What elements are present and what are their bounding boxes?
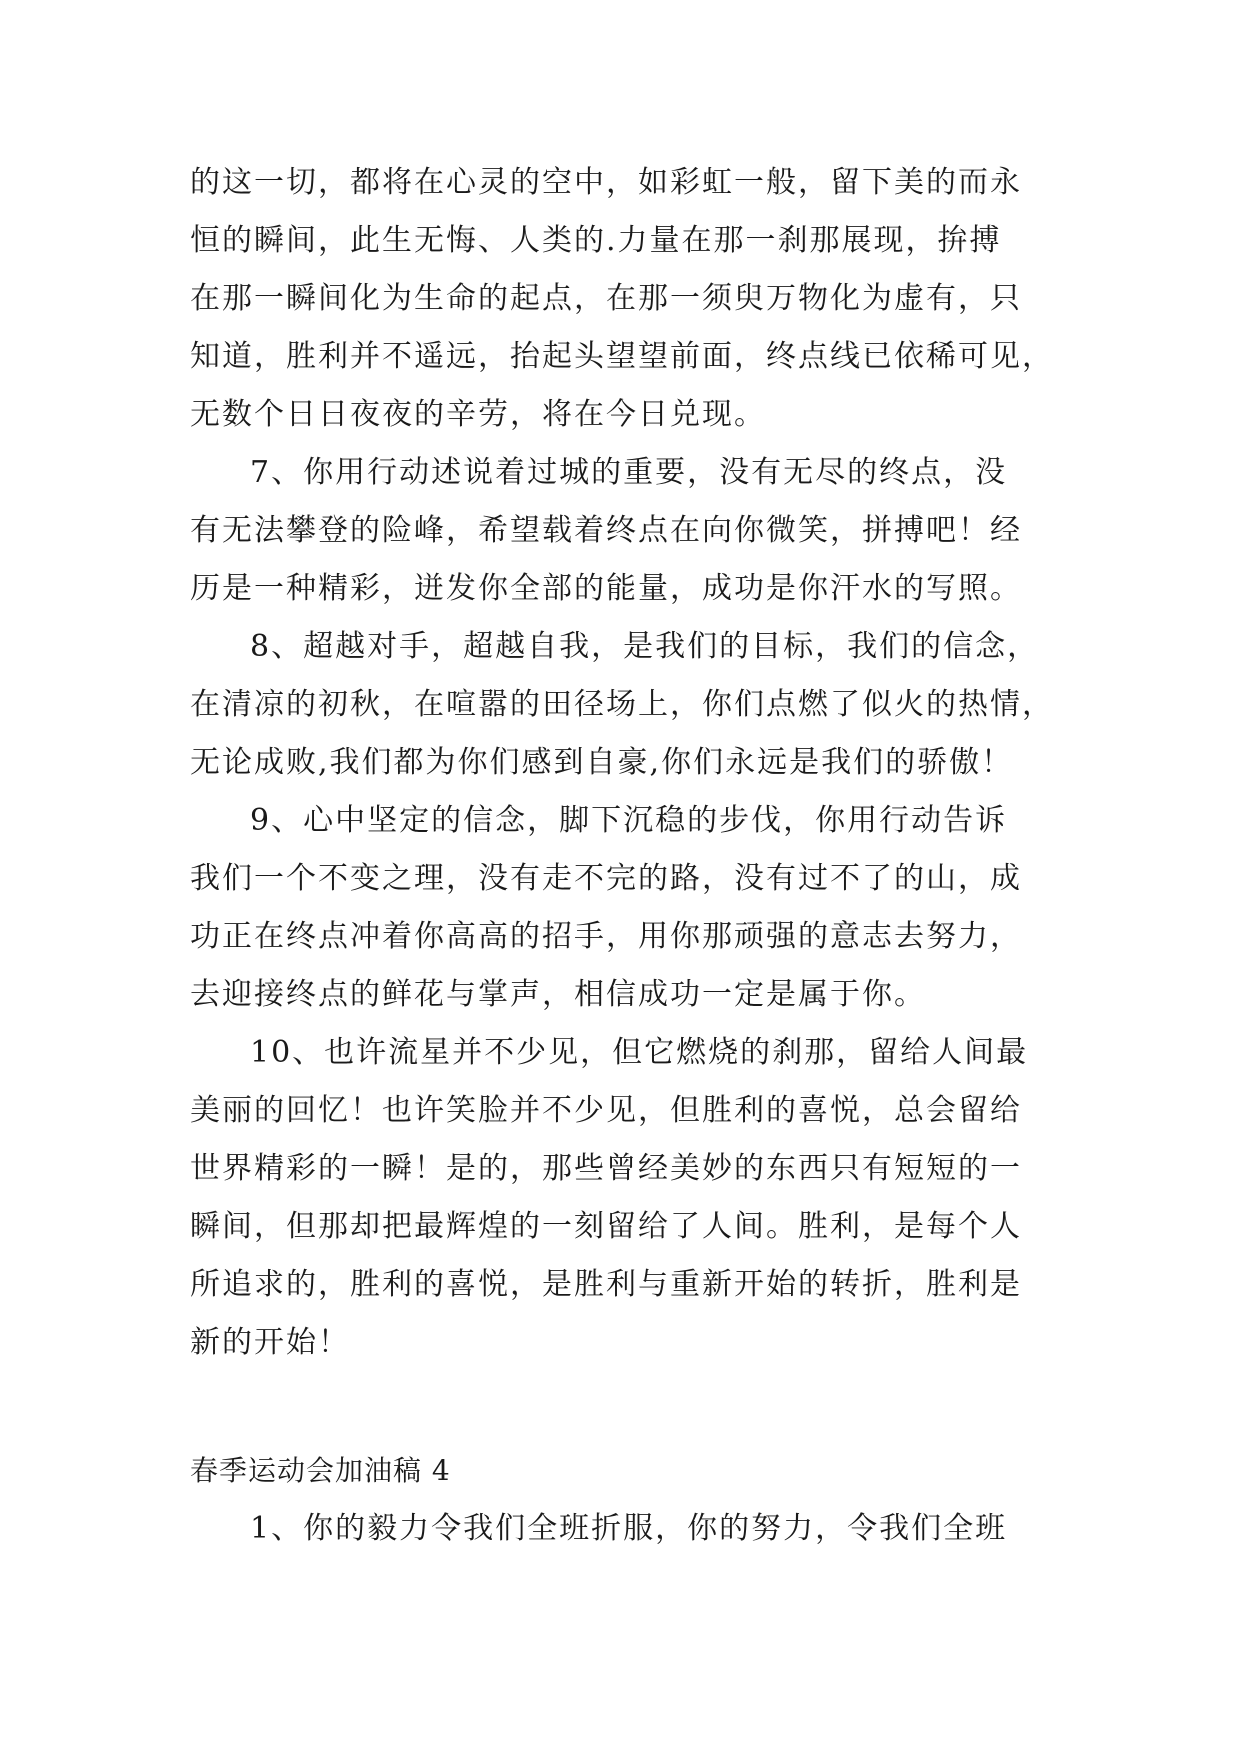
text-line: 知道，胜利并不遥远，抬起头望望前面，终点线已依稀可见，	[190, 339, 1054, 374]
section-spacer	[190, 1372, 1070, 1442]
text-line: 的这一切，都将在心灵的空中，如彩虹一般，留下美的而永	[190, 165, 1022, 200]
text-line: 8、超越对手，超越自我，是我们的目标，我们的信念，	[250, 629, 1040, 664]
text-line: 功正在终点冲着你高高的招手，用你那顽强的意志去努力，	[190, 919, 1022, 954]
text-line: 9、心中坚定的信念，脚下沉稳的步伐，你用行动告诉	[250, 803, 1008, 838]
text-line: 恒的瞬间，此生无悔、人类的.力量在那一刹那展现，拚搏	[190, 223, 1002, 258]
paragraph	[190, 1024, 1070, 1372]
text-line: 无数个日日夜夜的辛劳，将在今日兑现。	[190, 397, 766, 432]
text-line: 7、你用行动述说着过城的重要，没有无尽的终点，没	[250, 455, 1008, 490]
text-line: 我们一个不变之理，没有走不完的路，没有过不了的山，成	[190, 861, 1022, 896]
paragraph	[190, 618, 1070, 792]
text-line: 有无法攀登的险峰，希望载着终点在向你微笑，拼搏吧！经	[190, 513, 1022, 548]
document-body	[190, 154, 1070, 1558]
text-line: 在那一瞬间化为生命的起点，在那一须臾万物化为虚有，只	[190, 281, 1022, 316]
text-line: 1、你的毅力令我们全班折服，你的努力，令我们全班	[250, 1511, 1008, 1546]
text-line: 瞬间，但那却把最辉煌的一刻留给了人间。胜利，是每个人	[190, 1209, 1022, 1244]
text-line: 美丽的回忆！也许笑脸并不少见，但胜利的喜悦，总会留给	[190, 1093, 1022, 1128]
text-line: 世界精彩的一瞬！是的，那些曾经美妙的东西只有短短的一	[190, 1151, 1022, 1186]
text-line: 无论成败,我们都为你们感到自豪,你们永远是我们的骄傲！	[190, 745, 1014, 780]
paragraph	[190, 1500, 1070, 1558]
text-line: 所追求的，胜利的喜悦，是胜利与重新开始的转折，胜利是	[190, 1267, 1022, 1302]
section-heading: 春季运动会加油稿 4	[190, 1454, 451, 1487]
paragraph	[190, 154, 1070, 444]
text-line: 在清凉的初秋，在喧嚣的田径场上，你们点燃了似火的热情，	[190, 687, 1054, 722]
text-line: 去迎接终点的鲜花与掌声，相信成功一定是属于你。	[190, 977, 926, 1012]
text-line: 新的开始！	[190, 1325, 350, 1360]
paragraph	[190, 792, 1070, 1024]
paragraph	[190, 444, 1070, 618]
text-line: 10、也许流星并不少见，但它燃烧的刹那，留给人间最	[250, 1035, 1029, 1070]
text-line: 历是一种精彩，迸发你全部的能量，成功是你汗水的写照。	[190, 571, 1022, 606]
